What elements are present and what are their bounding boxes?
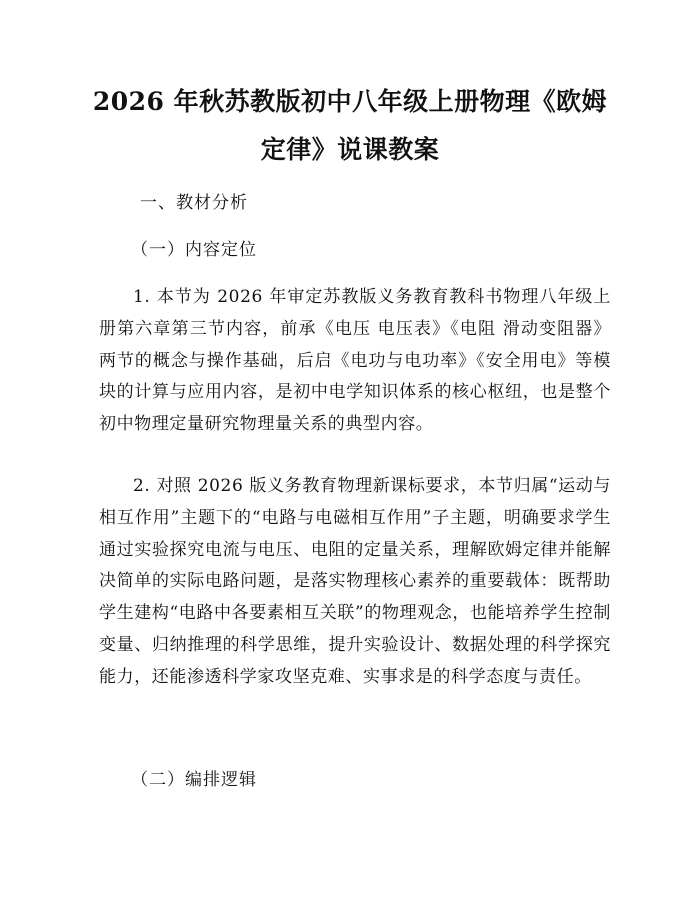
subsection-heading-content-positioning: （一）内容定位 (131, 240, 257, 260)
section-heading-textbook-analysis: 一、教材分析 (140, 193, 248, 213)
document-title-line-1: 2026 年秋苏教版初中八年级上册物理《欧姆 (92, 87, 608, 116)
subsection-heading-arrangement-logic: （二）编排逻辑 (131, 770, 257, 790)
paragraph-2: 2. 对照 2026 版义务教育物理新课标要求，本节归属“运动与相互作用”主题下的“电路与电磁相互作用”子主题，明确要求学生通过实验探究电流与电压、电阻的定量关系，理解欧姆定律并能解决简单的实际电路问题，是落实物理核心素养的重要载体：既帮助学生建构“电路中各要素相互关联”的物理观念，也能培养学生控制变量、归纳推理的科学思维，提升实验设计、数据处理的科学探究能力，还能渗透科学家攻坚克难、实事求是的科学态度与责任。 (99, 476, 611, 687)
paragraph-1: 1. 本节为 2026 年审定苏教版义务教育教科书物理八年级上册第六章第三节内容，前承《电压 电压表》《电阻 滑动变阻器》两节的概念与操作基础，后启《电功与电功率》《安全用电》等模块的计算与应用内容，是初中电学知识体系的核心枢纽，也是整个初中物理定量研究物理量关系的典型内容。 (99, 287, 611, 435)
document-title-line-2: 定律》说课教案 (260, 135, 440, 164)
